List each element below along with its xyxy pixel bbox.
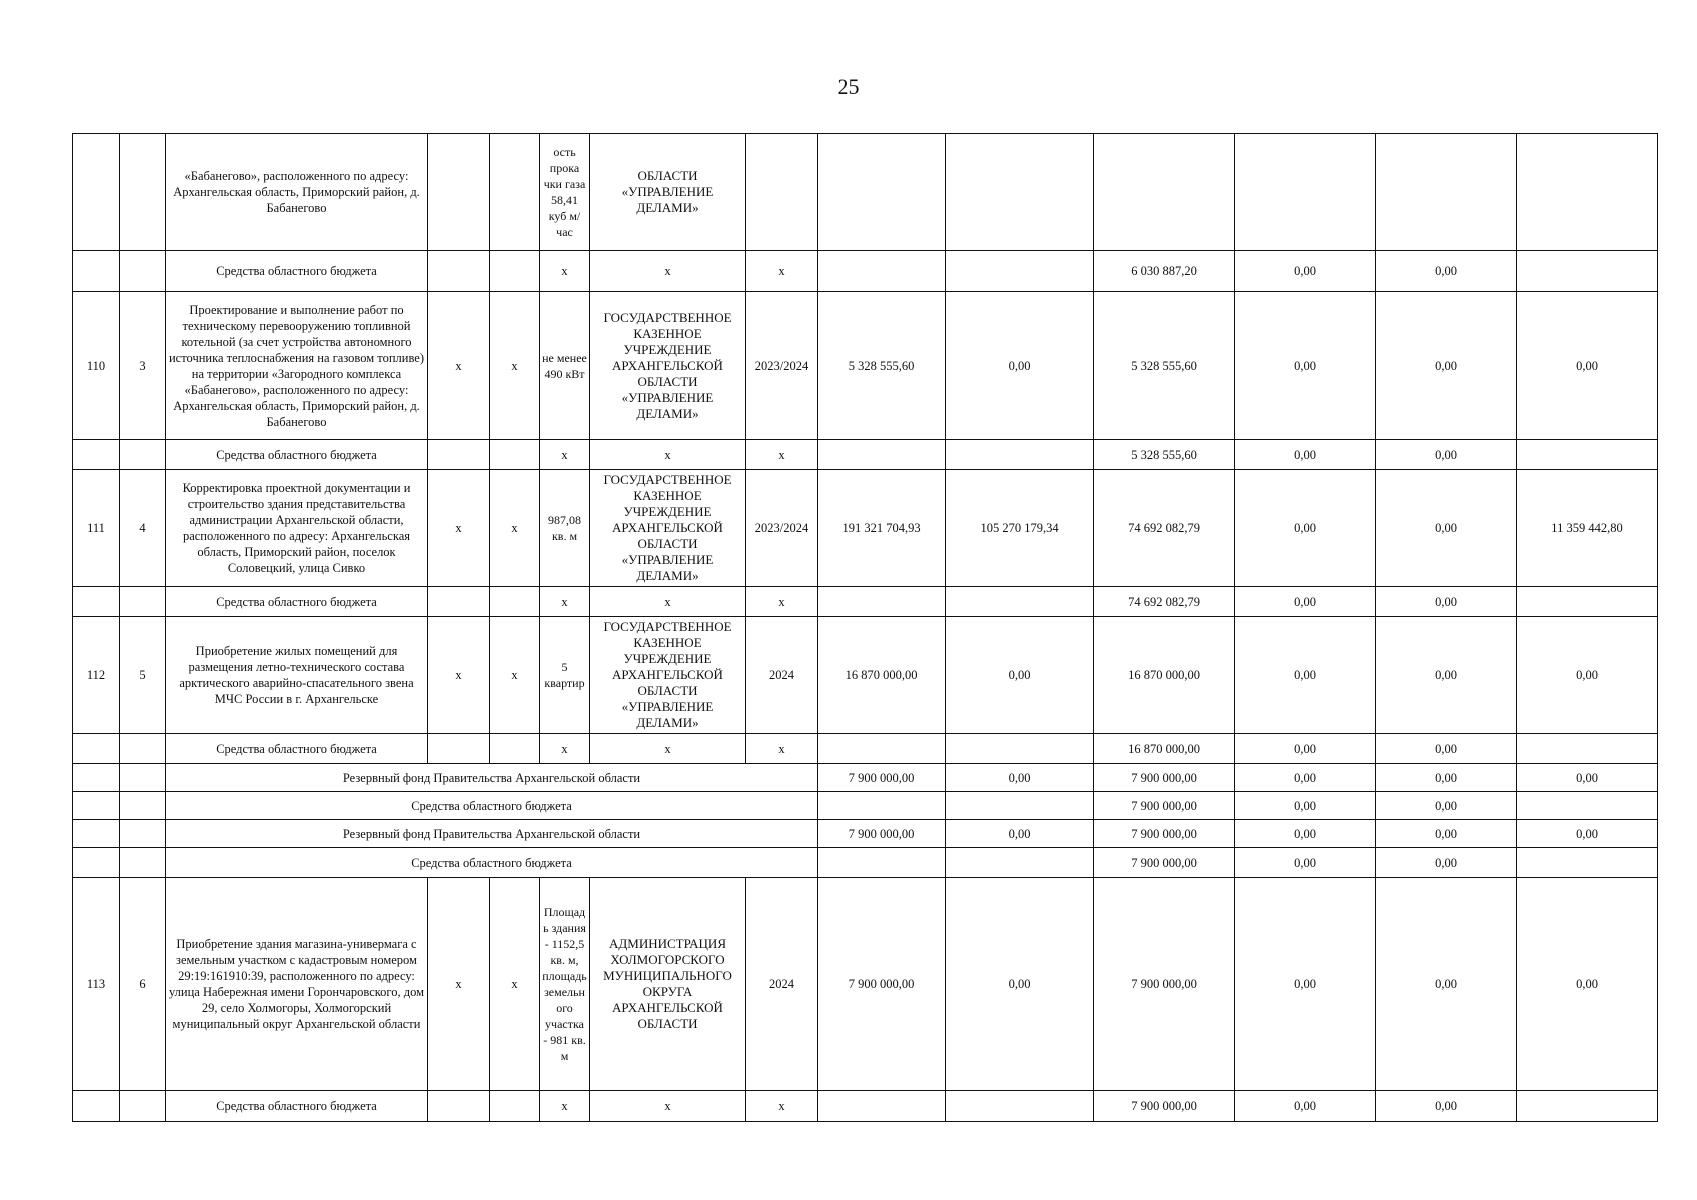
capacity: 987,08 кв. м <box>540 470 590 587</box>
value-cell: 0,00 <box>1235 1091 1376 1122</box>
customer: АДМИНИСТРАЦИЯ ХОЛМОГОРСКОГО МУНИЦИПАЛЬНОГО ОКРУГА АРХАНГЕЛЬСКОЙ ОБЛАСТИ <box>590 878 746 1091</box>
reserve-fund-label: Резервный фонд Правительства Архангельской области <box>166 820 818 848</box>
value-cell: 7 900 000,00 <box>1094 820 1235 848</box>
budget-table <box>72 133 1658 1122</box>
value-cell: 0,00 <box>1376 792 1517 820</box>
row-number: 112 <box>73 617 120 734</box>
object-name: Приобретение здания магазина-универмага с земельным участком с кадастровым номером 29:19:161910:39, расположенного по адресу: улица Набережная имени Горончаровского, дом 29, село Холмогоры, Холмогорский муниципальный округ Архангельской области <box>166 878 428 1091</box>
value-cell: 0,00 <box>1235 587 1376 617</box>
value-cell: 5 328 555,60 <box>1094 292 1235 440</box>
capacity: Площадь здания - 1152,5 кв. м, площадь земельного участка - 981 кв. м <box>540 878 590 1091</box>
cell-x: х <box>428 617 490 734</box>
table-row <box>73 470 1658 587</box>
cell-x: х <box>490 292 540 440</box>
cell-x: х <box>746 1091 818 1122</box>
cell-x: х <box>590 440 746 470</box>
value-cell: 0,00 <box>1235 440 1376 470</box>
table-row <box>73 820 1658 848</box>
row-number: 110 <box>73 292 120 440</box>
value-cell: 0,00 <box>1376 848 1517 878</box>
sub-number: 4 <box>120 470 166 587</box>
value-cell: 0,00 <box>1235 878 1376 1091</box>
capacity: не менее 490 кВт <box>540 292 590 440</box>
table-row <box>73 587 1658 617</box>
cell-x: х <box>590 734 746 764</box>
funding-source: Средства областного бюджета <box>166 848 818 878</box>
value-cell: 74 692 082,79 <box>1094 587 1235 617</box>
value-cell: 74 692 082,79 <box>1094 470 1235 587</box>
object-name: «Бабанегово», расположенного по адресу: Архангельская область, Приморский район, д. Бабанегово <box>166 134 428 251</box>
page-number: 25 <box>837 74 860 99</box>
value-cell: 0,00 <box>946 820 1094 848</box>
funding-source: Средства областного бюджета <box>166 792 818 820</box>
value-cell: 0,00 <box>1517 292 1658 440</box>
value-cell: 0,00 <box>1235 617 1376 734</box>
table-row <box>73 251 1658 292</box>
value-cell: 5 328 555,60 <box>818 292 946 440</box>
value-cell: 0,00 <box>946 292 1094 440</box>
table-row <box>73 134 1658 251</box>
cell-x: х <box>490 878 540 1091</box>
value-cell: 0,00 <box>946 764 1094 792</box>
value-cell: 6 030 887,20 <box>1094 251 1235 292</box>
value-cell: 0,00 <box>1235 764 1376 792</box>
value-cell: 0,00 <box>946 617 1094 734</box>
cell-x: х <box>540 734 590 764</box>
cell-x: х <box>428 292 490 440</box>
value-cell: 191 321 704,93 <box>818 470 946 587</box>
funding-source: Средства областного бюджета <box>166 251 428 292</box>
table-row <box>73 440 1658 470</box>
value-cell: 0,00 <box>1235 734 1376 764</box>
customer: ОБЛАСТИ «УПРАВЛЕНИЕ ДЕЛАМИ» <box>590 134 746 251</box>
reserve-fund-label: Резервный фонд Правительства Архангельской области <box>166 764 818 792</box>
value-cell: 16 870 000,00 <box>1094 617 1235 734</box>
cell-x: х <box>490 470 540 587</box>
value-cell: 0,00 <box>1376 251 1517 292</box>
table-row <box>73 764 1658 792</box>
cell-x: х <box>746 251 818 292</box>
cell-x: х <box>746 440 818 470</box>
sub-number: 3 <box>120 292 166 440</box>
cell-x: х <box>428 878 490 1091</box>
customer: ГОСУДАРСТВЕННОЕ КАЗЕННОЕ УЧРЕЖДЕНИЕ АРХАНГЕЛЬСКОЙ ОБЛАСТИ «УПРАВЛЕНИЕ ДЕЛАМИ» <box>590 470 746 587</box>
value-cell: 105 270 179,34 <box>946 470 1094 587</box>
value-cell: 0,00 <box>1376 820 1517 848</box>
value-cell: 0,00 <box>1376 1091 1517 1122</box>
value-cell: 0,00 <box>1376 470 1517 587</box>
cell-x: х <box>746 587 818 617</box>
value-cell: 7 900 000,00 <box>1094 1091 1235 1122</box>
table-row <box>73 1091 1658 1122</box>
value-cell: 0,00 <box>1376 617 1517 734</box>
years: 2023/2024 <box>746 470 818 587</box>
funding-source: Средства областного бюджета <box>166 587 428 617</box>
value-cell: 0,00 <box>1376 764 1517 792</box>
value-cell: 7 900 000,00 <box>818 764 946 792</box>
value-cell: 7 900 000,00 <box>818 878 946 1091</box>
value-cell: 0,00 <box>1376 734 1517 764</box>
value-cell: 0,00 <box>1517 617 1658 734</box>
capacity: ость прока чки газа 58,41 куб м/час <box>540 134 590 251</box>
cell-x: х <box>490 617 540 734</box>
sub-number: 5 <box>120 617 166 734</box>
value-cell: 7 900 000,00 <box>1094 764 1235 792</box>
value-cell: 7 900 000,00 <box>1094 792 1235 820</box>
value-cell: 7 900 000,00 <box>1094 878 1235 1091</box>
value-cell: 7 900 000,00 <box>818 820 946 848</box>
table-row <box>73 792 1658 820</box>
table-row <box>73 617 1658 734</box>
cell-x: х <box>746 734 818 764</box>
value-cell: 16 870 000,00 <box>1094 734 1235 764</box>
table-row <box>73 292 1658 440</box>
table-row <box>73 878 1658 1091</box>
funding-source: Средства областного бюджета <box>166 1091 428 1122</box>
customer: ГОСУДАРСТВЕННОЕ КАЗЕННОЕ УЧРЕЖДЕНИЕ АРХАНГЕЛЬСКОЙ ОБЛАСТИ «УПРАВЛЕНИЕ ДЕЛАМИ» <box>590 617 746 734</box>
years: 2024 <box>746 878 818 1091</box>
value-cell: 0,00 <box>1235 251 1376 292</box>
value-cell: 0,00 <box>1517 820 1658 848</box>
cell-x: х <box>540 1091 590 1122</box>
value-cell: 0,00 <box>1235 848 1376 878</box>
cell-x: х <box>590 587 746 617</box>
years: 2023/2024 <box>746 292 818 440</box>
value-cell: 7 900 000,00 <box>1094 848 1235 878</box>
row-number <box>73 134 120 251</box>
table-row <box>73 734 1658 764</box>
cell-x: х <box>590 251 746 292</box>
value-cell: 0,00 <box>1235 792 1376 820</box>
value-cell: 0,00 <box>946 878 1094 1091</box>
funding-source: Средства областного бюджета <box>166 734 428 764</box>
value-cell: 5 328 555,60 <box>1094 440 1235 470</box>
row-number: 111 <box>73 470 120 587</box>
object-name: Приобретение жилых помещений для размещения летно-технического состава арктического аварийно-спасательного звена МЧС России в г. Архангельске <box>166 617 428 734</box>
value-cell: 0,00 <box>1517 764 1658 792</box>
row-number: 113 <box>73 878 120 1091</box>
cell-x: х <box>590 1091 746 1122</box>
cell-x: х <box>540 587 590 617</box>
value-cell: 0,00 <box>1517 878 1658 1091</box>
sub-number <box>120 134 166 251</box>
value-cell: 0,00 <box>1376 587 1517 617</box>
object-name: Корректировка проектной документации и строительство здания представительства администрации Архангельской области, расположенного по адресу: Архангельская область, Приморский район, поселок Соловецкий, улица Сивко <box>166 470 428 587</box>
table-row <box>73 848 1658 878</box>
value-cell: 16 870 000,00 <box>818 617 946 734</box>
cell-x: х <box>428 470 490 587</box>
value-cell: 0,00 <box>1376 292 1517 440</box>
sub-number: 6 <box>120 878 166 1091</box>
value-cell: 0,00 <box>1235 470 1376 587</box>
cell-x: х <box>540 440 590 470</box>
cell-x: х <box>540 251 590 292</box>
value-cell: 0,00 <box>1235 292 1376 440</box>
value-cell: 0,00 <box>1376 878 1517 1091</box>
customer: ГОСУДАРСТВЕННОЕ КАЗЕННОЕ УЧРЕЖДЕНИЕ АРХАНГЕЛЬСКОЙ ОБЛАСТИ «УПРАВЛЕНИЕ ДЕЛАМИ» <box>590 292 746 440</box>
funding-source: Средства областного бюджета <box>166 440 428 470</box>
value-cell: 11 359 442,80 <box>1517 470 1658 587</box>
capacity: 5 квартир <box>540 617 590 734</box>
object-name: Проектирование и выполнение работ по техническому перевооружению топливной котельной (за счет устройства автономного источника теплоснабжения на газовом топливе) на территории «Загородного комплекса «Бабанегово», расположенного по адресу: Архангельская область, Приморский район, д. Бабанегово <box>166 292 428 440</box>
value-cell: 0,00 <box>1376 440 1517 470</box>
years: 2024 <box>746 617 818 734</box>
value-cell: 0,00 <box>1235 820 1376 848</box>
